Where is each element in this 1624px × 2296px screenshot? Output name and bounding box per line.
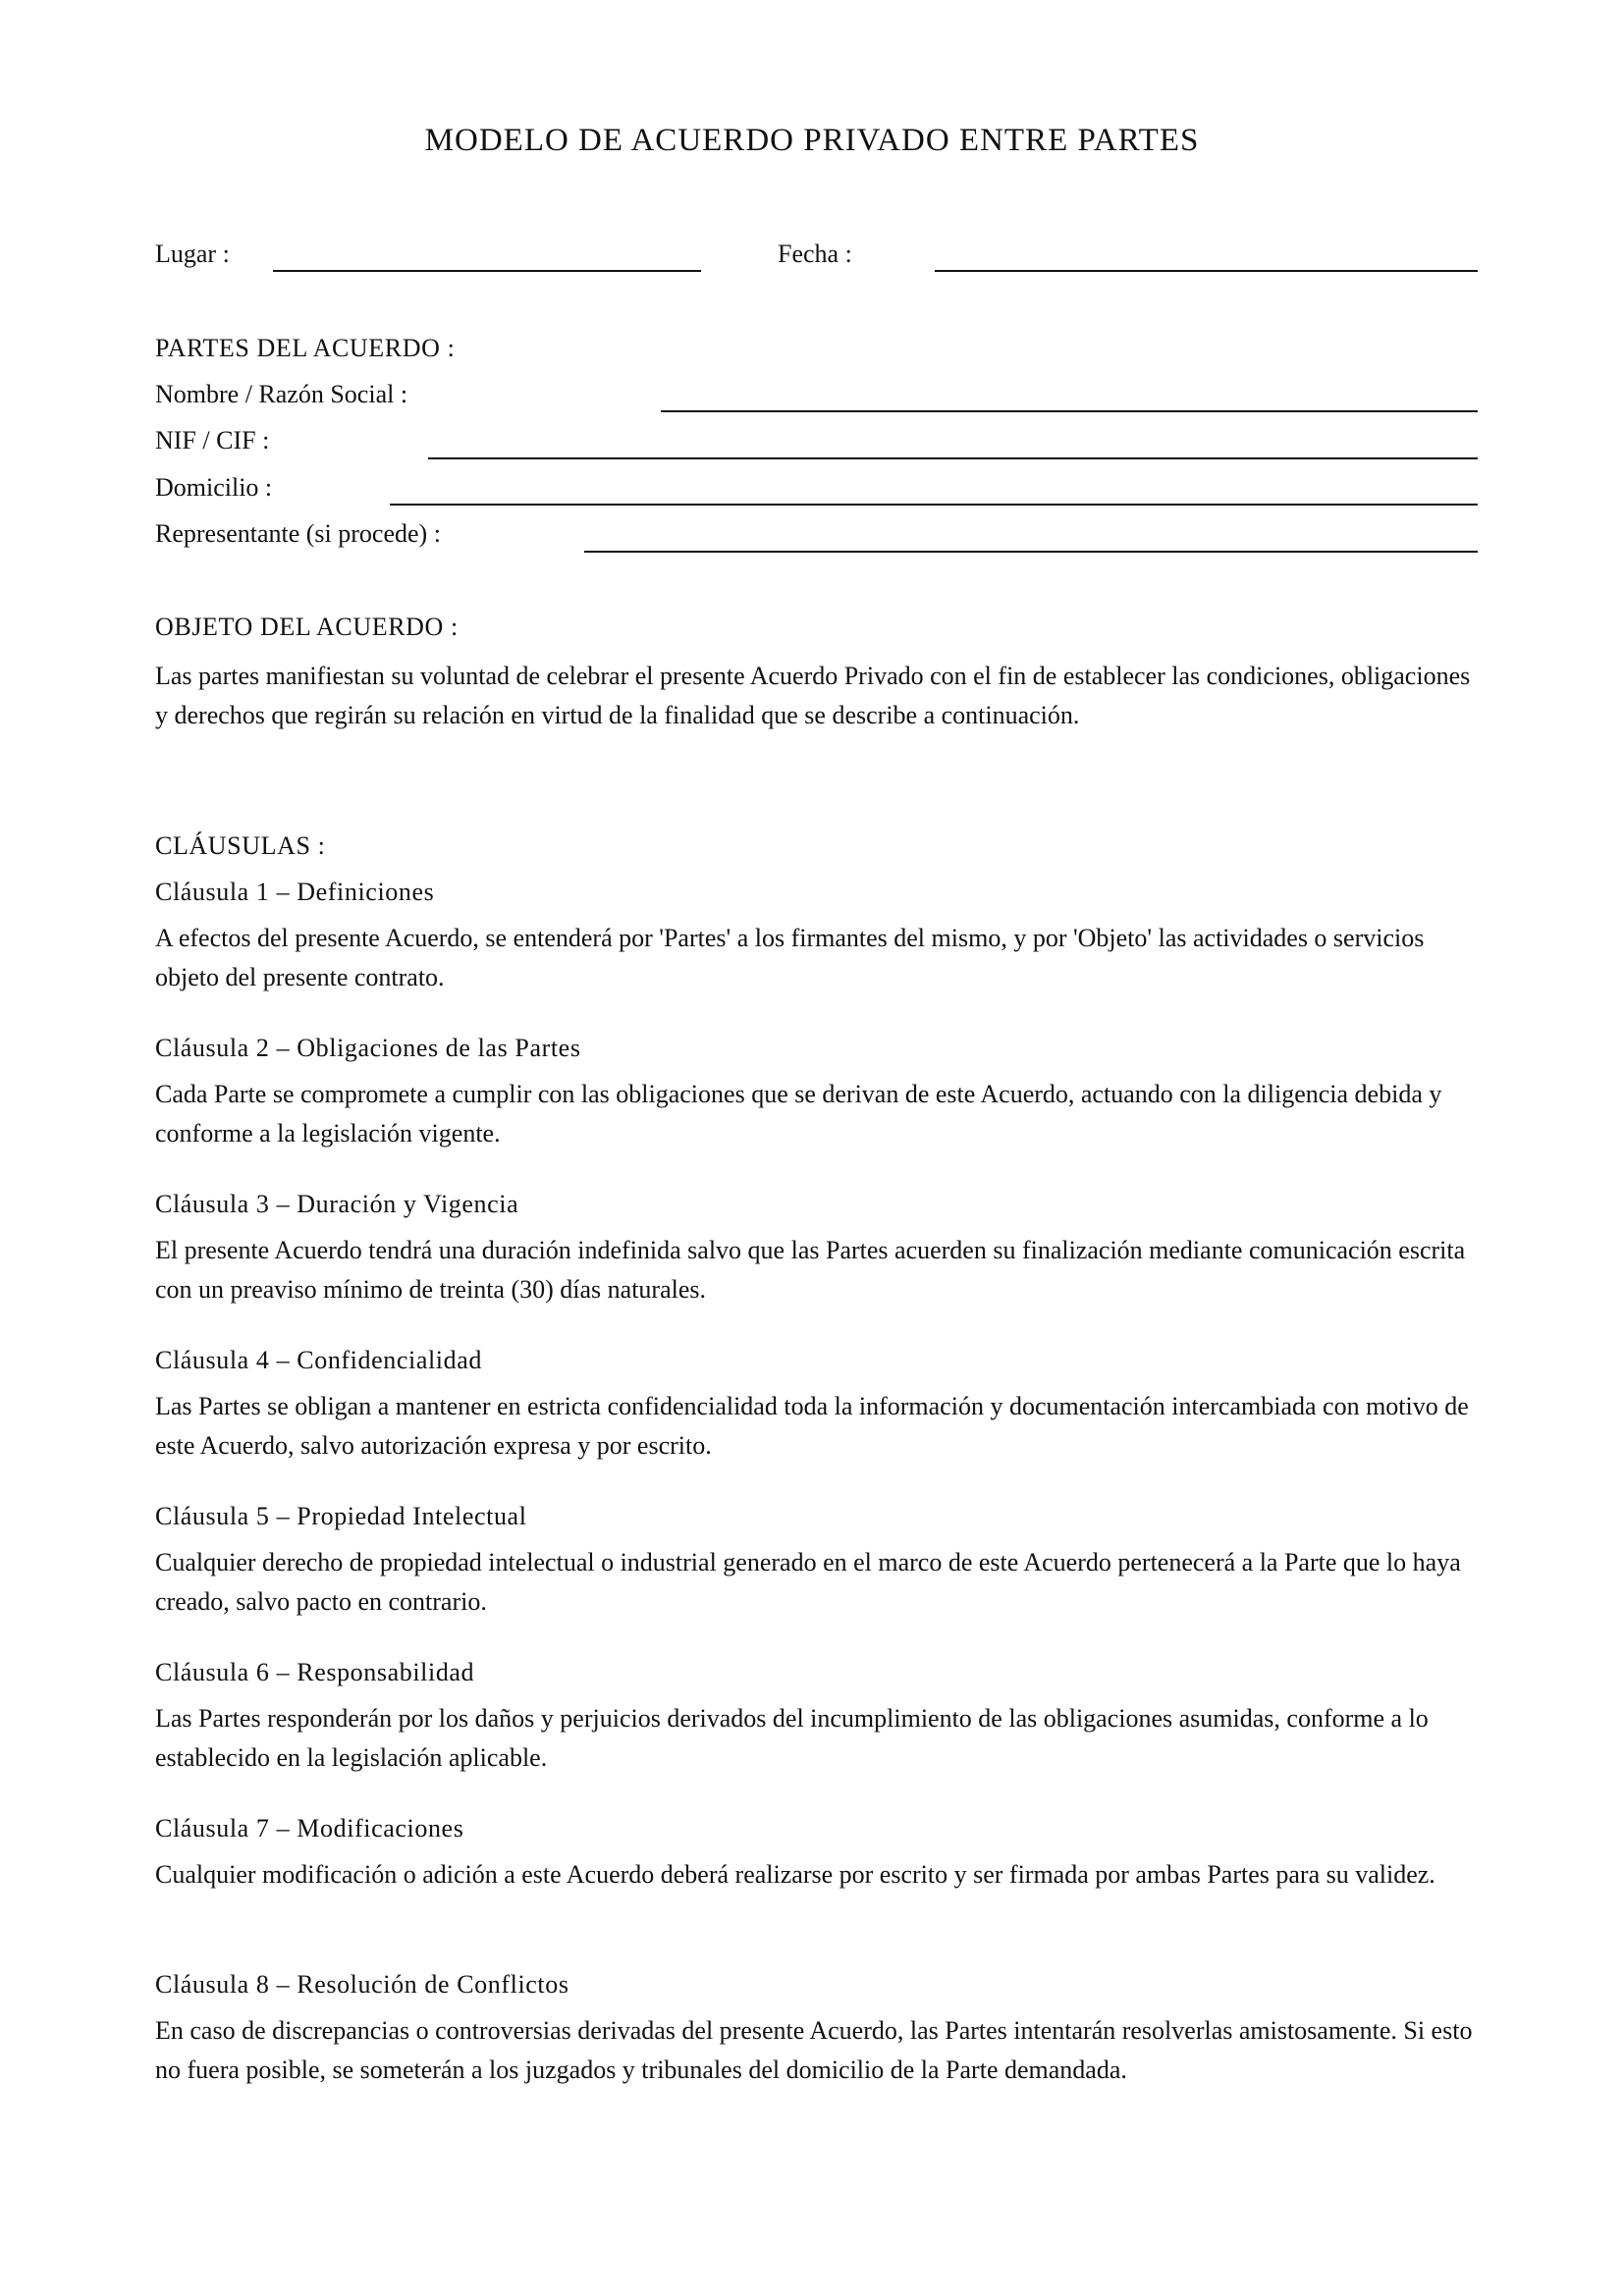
nif-label: NIF / CIF : (155, 426, 270, 454)
clause-8-text: En caso de discrepancias o controversias derivadas del presente Acuerdo, las Partes intentarán resolverlas amistosamente. Si esto no fuera posible, se someterán a los juzgados y tribunales del domicilio de la Parte demandada. (155, 2016, 1473, 2084)
lugar-field[interactable] (273, 270, 701, 272)
clause-6-text: Las Partes responderán por los daños y perjuicios derivados del incumplimiento de las obligaciones asumidas, conforme a lo establecido en la legislación aplicable. (155, 1704, 1429, 1772)
nif-field[interactable] (428, 457, 1478, 459)
clause-5-text: Cualquier derecho de propiedad intelectual o industrial generado en el marco de este Acuerdo pertenecerá a la Parte que lo haya creado, salvo pacto en contrario. (155, 1548, 1461, 1616)
domicilio-field[interactable] (390, 504, 1478, 506)
clause-1-text: A efectos del presente Acuerdo, se entenderá por 'Partes' a los firmantes del mismo, y por 'Objeto' las actividades o servicios objeto del presente contrato. (155, 924, 1425, 991)
nombre-label: Nombre / Razón Social : (155, 380, 408, 408)
nombre-field[interactable] (661, 410, 1478, 412)
clause-2-title: Cláusula 2 – Obligaciones de las Partes (155, 1034, 581, 1062)
clause-3-text: El presente Acuerdo tendrá una duración indefinida salvo que las Partes acuerden su finalización mediante comunicación escrita con un preaviso mínimo de treinta (30) días naturales. (155, 1236, 1466, 1304)
representante-label: Representante (si procede) : (155, 519, 441, 548)
clause-3-title: Cláusula 3 – Duración y Vigencia (155, 1190, 519, 1218)
clause-6-title: Cláusula 6 – Responsabilidad (155, 1658, 475, 1686)
fecha-label: Fecha : (778, 240, 852, 268)
clause-2-text: Cada Parte se compromete a cumplir con las obligaciones que se derivan de este Acuerdo, actuando con la diligencia debida y conforme a la legislación vigente. (155, 1080, 1442, 1148)
fecha-field[interactable] (935, 270, 1478, 272)
clause-4-title: Cláusula 4 – Confidencialidad (155, 1346, 482, 1374)
clausulas-heading: CLÁUSULAS : (155, 831, 326, 860)
clause-7-text: Cualquier modificación o adición a este Acuerdo deberá realizarse por escrito y ser firmada por ambas Partes para su validez. (155, 1860, 1435, 1889)
clause-7-title: Cláusula 7 – Modificaciones (155, 1814, 464, 1842)
objeto-text: Las partes manifiestan su voluntad de celebrar el presente Acuerdo Privado con el fin de establecer las condiciones, obligaciones y derechos que regirán su relación en virtud de la finalidad que se describe a continuación. (155, 662, 1471, 729)
clause-5-title: Cláusula 5 – Propiedad Intelectual (155, 1502, 527, 1530)
clause-8-title: Cláusula 8 – Resolución de Conflictos (155, 1970, 569, 1999)
document-title: MODELO DE ACUERDO PRIVADO ENTRE PARTES (424, 123, 1200, 158)
domicilio-label: Domicilio : (155, 473, 273, 502)
representante-field[interactable] (584, 551, 1478, 553)
clause-4-text: Las Partes se obligan a mantener en estricta confidencialidad toda la información y documentación intercambiada con motivo de este Acuerdo, salvo autorización expresa y por escrito. (155, 1392, 1469, 1460)
lugar-label: Lugar : (155, 240, 230, 268)
objeto-heading: OBJETO DEL ACUERDO : (155, 613, 459, 641)
clause-1-title: Cláusula 1 – Definiciones (155, 878, 435, 906)
partes-heading: PARTES DEL ACUERDO : (155, 334, 456, 362)
